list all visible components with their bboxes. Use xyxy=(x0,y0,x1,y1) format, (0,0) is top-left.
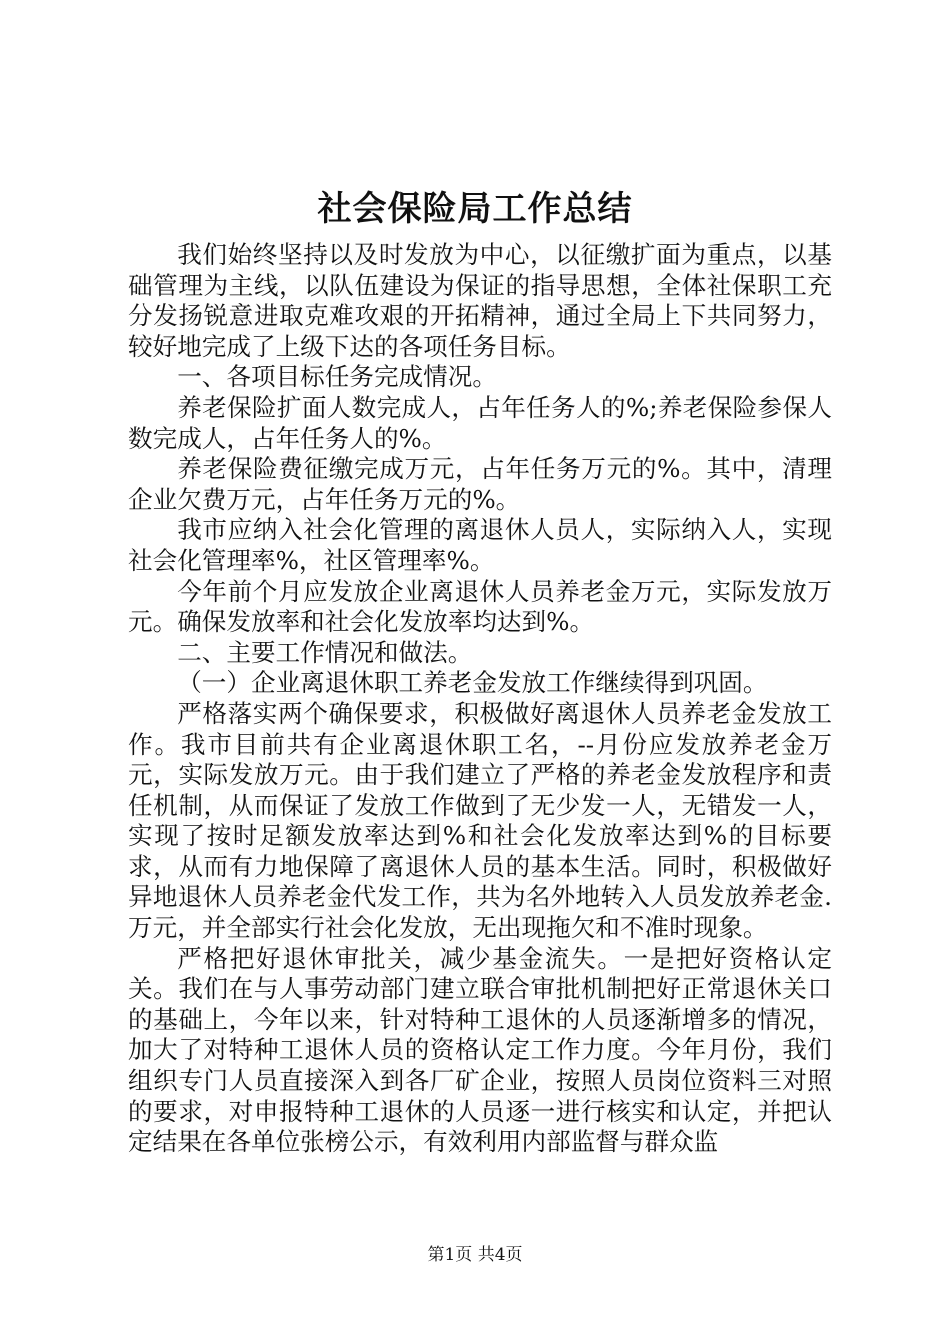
paragraph: 我市应纳入社会化管理的离退休人员人，实际纳入人，实现社会化管理率%，社区管理率%。 xyxy=(128,515,832,575)
paragraph: 严格落实两个确保要求，积极做好离退休人员养老金发放工作。我市目前共有企业离退休职工名，--月份应发放养老金万元，实际发放万元。由于我们建立了严格的养老金发放程序和责任机制，从而保证了发放工作做到了无少发一人，无错发一人，实现了按时足额发放率达到%和社会化发放率达到%的目标要求，从而有力地保障了离退休人员的基本生活。同时，积极做好异地退休人员养老金代发工作，共为名外地转入人员发放养老金.万元，并全部实行社会化发放，无出现拖欠和不准时现象。 xyxy=(128,698,832,943)
paragraph: 我们始终坚持以及时发放为中心，以征缴扩面为重点，以基础管理为主线，以队伍建设为保证的指导思想，全体社保职工充分发扬锐意进取克难攻艰的开拓精神，通过全局上下共同努力，较好地完成了上级下达的各项任务目标。 xyxy=(128,240,832,361)
paragraph: 养老保险扩面人数完成人，占年任务人的%;养老保险参保人数完成人，占年任务人的%。 xyxy=(128,392,832,453)
document-body xyxy=(128,240,832,1158)
section-heading: 二、主要工作情况和做法。 xyxy=(177,637,473,667)
document-title: 社会保险局工作总结 xyxy=(317,189,633,229)
paragraph: 养老保险费征缴完成万元，占年任务万元的%。其中，清理企业欠费万元，占年任务万元的%。 xyxy=(128,454,832,514)
paragraph: 今年前个月应发放企业离退休人员养老金万元，实际发放万元。确保发放率和社会化发放率均达到%。 xyxy=(128,576,832,637)
subsection-heading: （一）企业离退休职工养老金发放工作继续得到巩固。 xyxy=(177,668,768,698)
page-footer: 第1页 共4页 xyxy=(427,1245,523,1265)
paragraph: 严格把好退休审批关，减少基金流失。一是把好资格认定关。我们在与人事劳动部门建立联合审批机制把好正常退休关口的基础上，今年以来，针对特种工退休的人员逐渐增多的情况，加大了对特种工退休人员的资格认定工作力度。今年月份，我们组织专门人员直接深入到各厂矿企业，按照人员岗位资料三对照的要求，对申报特种工退休的人员逐一进行核实和认定，并把认定结果在各单位张榜公示，有效利用内部监督与群众监 xyxy=(128,943,832,1157)
section-heading: 一、各项目标任务完成情况。 xyxy=(177,362,497,392)
